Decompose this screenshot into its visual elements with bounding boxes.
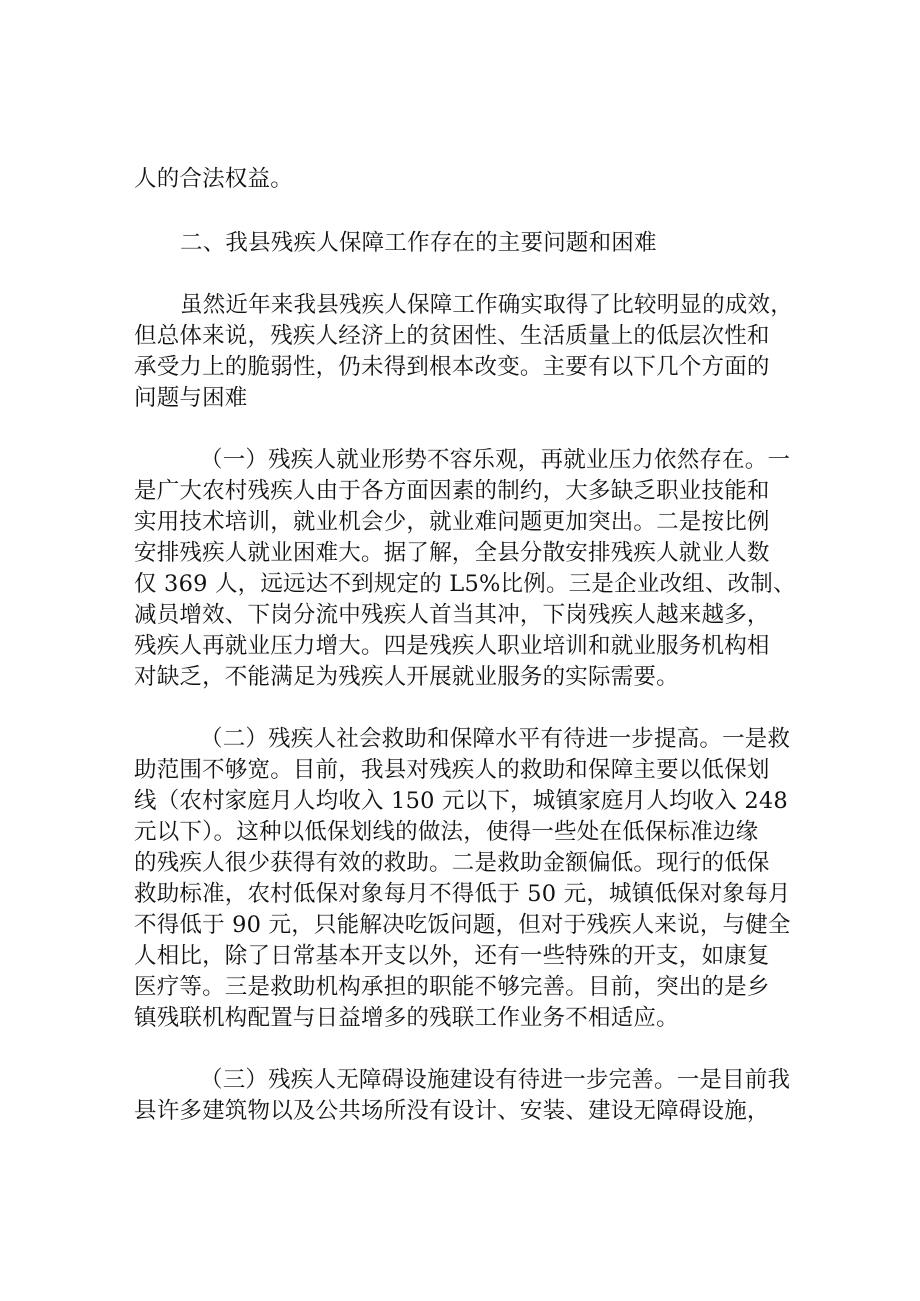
- text-line: 元以下）。这种以低保划线的做法，使得一些处在低保标准边缘: [134, 819, 759, 845]
- text-line: 不得低于 90 元，只能解决吃饭问题，但对于残疾人来说，与健全: [134, 912, 791, 938]
- text-line: 减员增效、下岗分流中残疾人首当其冲，下岗残疾人越来越多，: [134, 602, 770, 628]
- text-line: 人的合法权益。: [134, 166, 293, 192]
- text-line: 对缺乏，不能满足为残疾人开展就业服务的实际需要。: [134, 664, 679, 690]
- text-line: 但总体来说，残疾人经济上的贫困性、生活质量上的低层次性和: [134, 323, 770, 349]
- text-line: 线（农村家庭月人均收入 150 元以下，城镇家庭月人均收入 248: [134, 788, 788, 814]
- section-heading: 二、我县残疾人保障工作存在的主要问题和困难: [180, 230, 657, 256]
- text-line: 的残疾人很少获得有效的救助。二是救助金额偏低。现行的低保: [134, 850, 770, 876]
- text-line: 镇残联机构配置与日益增多的残联工作业务不相适应。: [134, 1005, 679, 1031]
- text-line: 是广大农村残疾人由于各方面因素的制约，大多缺乏职业技能和: [134, 478, 770, 504]
- text-line: 承受力上的脆弱性，仍未得到根本改变。主要有以下几个方面的: [134, 354, 770, 380]
- text-line: 实用技术培训，就业机会少，就业难问题更加突出。二是按比例: [134, 509, 770, 535]
- text-line: 安排残疾人就业困难大。据了解，全县分散安排残疾人就业人数: [134, 540, 770, 566]
- text-line: 助范围不够宽。目前，我县对残疾人的救助和保障主要以低保划: [134, 757, 770, 783]
- text-line: 医疗等。三是救助机构承担的职能不够完善。目前，突出的是乡: [134, 974, 770, 1000]
- text-line: 仅 369 人，远远达不到规定的 L5%比例。三是企业改组、改制、: [134, 571, 796, 597]
- text-line: （三）残疾人无障碍设施建设有待进一步完善。一是目前我: [200, 1067, 791, 1093]
- text-line: 残疾人再就业压力增大。四是残疾人职业培训和就业服务机构相: [134, 633, 770, 659]
- text-line: （二）残疾人社会救助和保障水平有待进一步提高。一是救: [200, 726, 791, 752]
- text-line: 虽然近年来我县残疾人保障工作确实取得了比较明显的成效，: [180, 292, 793, 318]
- text-line: （一）残疾人就业形势不容乐观，再就业压力依然存在。一: [200, 447, 791, 473]
- text-line: 问题与困难: [134, 385, 248, 411]
- text-line: 人相比，除了日常基本开支以外，还有一些特殊的开支，如康复: [134, 943, 770, 969]
- text-line: 救助标准，农村低保对象每月不得低于 50 元，城镇低保对象每月: [134, 881, 791, 907]
- text-line: 县许多建筑物以及公共场所没有设计、安装、建设无障碍设施，: [134, 1098, 770, 1124]
